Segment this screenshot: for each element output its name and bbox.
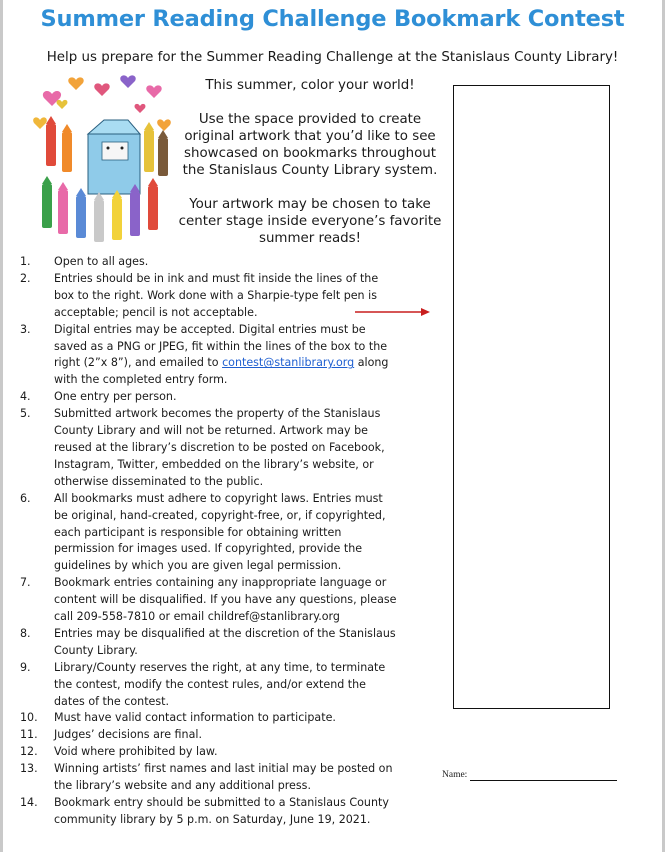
rule-number: 2.	[20, 271, 31, 285]
rule-item	[20, 795, 400, 829]
red-arrow-icon	[355, 306, 430, 318]
intro-text	[176, 77, 444, 264]
rule-text: Bookmark entry should be submitted to a Stanislaus County community library by 5 p.m. on Saturday, June 19, 2021.	[54, 796, 389, 826]
page-subtitle: Help us prepare for the Summer Reading Challenge at the Stanislaus County Library!	[46, 50, 619, 65]
rule-text: Entries should be in ink and must fit inside the lines of the box to the right. Work done with a Sharpie-type felt pen is acceptable; pencil is not acceptable.	[54, 271, 379, 319]
crayons-with-hearts-icon	[32, 72, 177, 252]
rule-number: 3.	[20, 322, 31, 336]
rule-text: Void where prohibited by law.	[54, 745, 218, 759]
rule-text: All bookmarks must adhere to copyright laws. Entries must be original, hand-created, copyright-free, or, if copyrighted, each participant is responsible for obtaining written permission for images used. If copyrighted, provide the guidelines by which you are given legal permission.	[54, 491, 386, 573]
bookmark-drawing-box[interactable]	[453, 85, 610, 709]
rule-number: 14.	[20, 796, 38, 809]
rule-number: 8.	[20, 626, 31, 640]
rule-item	[20, 406, 400, 491]
rule-item	[20, 271, 400, 322]
rule-text	[54, 322, 400, 390]
rule-item	[20, 744, 400, 761]
intro-line-3: Your artwork may be chosen to take center stage inside everyone’s favorite summer reads!	[178, 197, 442, 246]
name-field[interactable]	[470, 780, 617, 781]
rule-item	[20, 710, 400, 727]
rule-number: 4.	[20, 390, 31, 404]
rule-number: 7.	[20, 576, 31, 590]
rule-text-part: along with the completed entry form.	[54, 356, 389, 387]
rule-number: 11.	[20, 728, 38, 742]
rule-text: Must have valid contact information to participate.	[54, 711, 336, 725]
contest-email-link[interactable]: contest@stanlibrary.org	[222, 356, 355, 370]
rule-item	[20, 660, 400, 711]
rule-text: Judges’ decisions are final.	[54, 728, 202, 742]
rule-number: 12.	[20, 745, 38, 759]
rule-number: 13.	[20, 762, 38, 776]
rule-text: Bookmark entries containing any inappropriate language or content will be disqualified. If you have any questions, please call 209-558-7810 or email childref@stanlibrary.org	[54, 576, 397, 624]
rule-item	[20, 254, 400, 271]
intro-line-2: Use the space provided to create original artwork that you’d like to see showcased on bookmarks throughout the Stanislaus County Library system.	[182, 112, 438, 178]
rule-text: One entry per person.	[54, 390, 177, 404]
page-edge-left	[0, 0, 3, 852]
page-title: Summer Reading Challenge Bookmark Contest	[40, 6, 625, 32]
crayon-box-icon	[88, 120, 140, 194]
rule-item	[20, 389, 400, 406]
rule-number: 10.	[20, 711, 38, 725]
rule-text-part: Digital entries may be accepted. Digital entries must be saved as a PNG or JPEG, fit within the lines of the box to the right (2”x 8”), and emailed to	[54, 322, 388, 370]
rule-item	[20, 575, 400, 626]
rule-text: Library/County reserves the right, at any time, to terminate the contest, modify the contest rules, and/or extend the dates of the contest.	[54, 660, 386, 708]
rule-text: Submitted artwork becomes the property of the Stanislaus County Library and will not be returned. Artwork may be reused at the library’s discretion to be posted on Facebook, Instagram, Twitter, embedded on the library’s website, or otherwise disseminated to the public.	[54, 407, 385, 488]
rule-number: 5.	[20, 407, 31, 421]
rule-number: 1.	[20, 255, 31, 268]
rule-number: 9.	[20, 660, 31, 674]
rule-item	[20, 322, 400, 390]
rule-text: Open to all ages.	[54, 255, 149, 268]
rule-item	[20, 727, 400, 744]
name-label: Name:	[442, 770, 468, 780]
rule-item	[20, 491, 400, 576]
contest-rules-list	[20, 254, 400, 829]
rule-number: 6.	[20, 491, 31, 505]
rule-item	[20, 626, 400, 660]
intro-line-1: This summer, color your world!	[205, 78, 415, 93]
rule-text: Entries may be disqualified at the discretion of the Stanislaus County Library.	[54, 626, 396, 657]
rule-text: Winning artists’ first names and last initial may be posted on the library’s website and any additional press.	[54, 762, 393, 793]
rule-item	[20, 761, 400, 795]
